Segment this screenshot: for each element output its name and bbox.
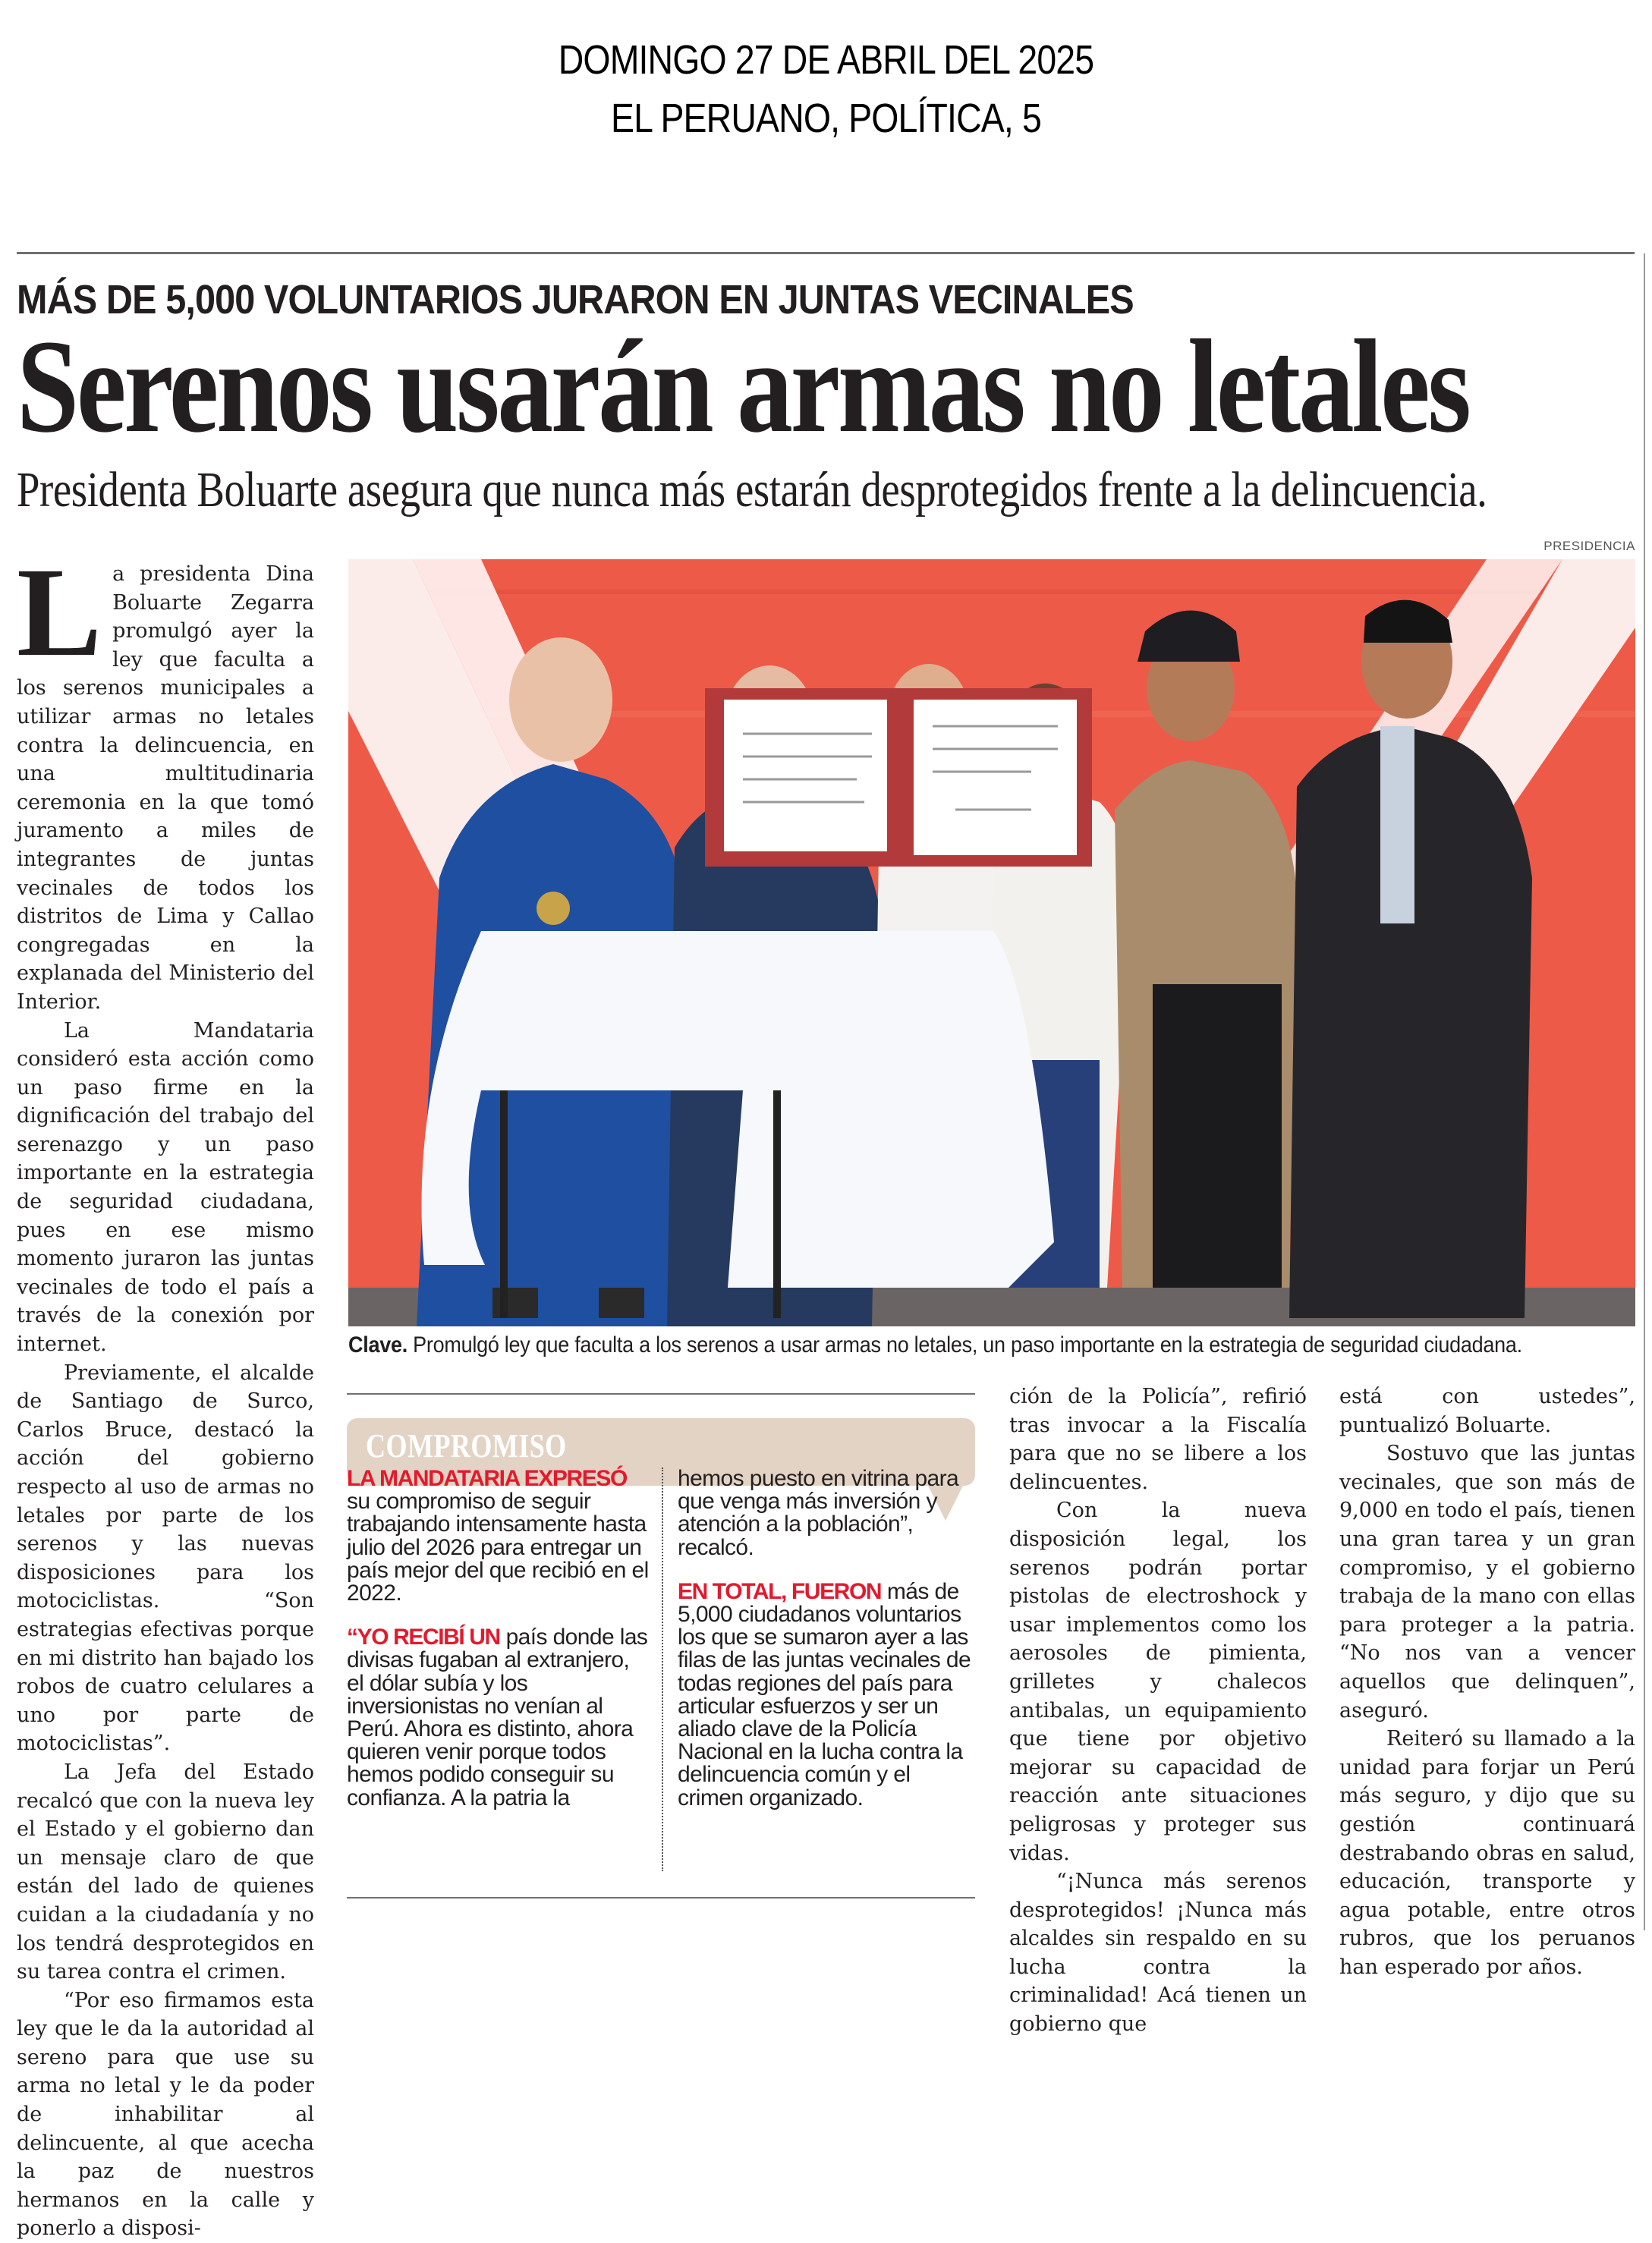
body-paragraph: “¡Nunca más serenos desprotegidos! ¡Nunca más alcaldes sin respaldo en su lucha contra la criminalidad! Acá tienen un gobierno que <box>1009 1870 1307 2037</box>
sidebar-paragraph: “YO RECIBÍ UN país donde las divisas fugaban al extranjero, el dólar subía y los inversionistas no venían al Perú. Ahora es distinto, ahora quieren venir porque todos hemos podido conseguir su confianza. A la patria la <box>347 1625 648 1810</box>
body-paragraph: La Mandataria consideró esta acción como un paso firme en la dignificación del trabajo del serenazgo y un paso importante en la estrategia de seguridad ciudadana, pues en ese mismo momento juraron las juntas vecinales de todo el país a través de la conexión por internet. <box>17 1018 314 1357</box>
sidebar-column-1 <box>347 1468 650 1831</box>
headline: Serenos usarán armas no letales <box>17 313 1469 461</box>
sidebar-title: COMPROMISO <box>366 1427 567 1464</box>
photo-caption <box>348 1332 1522 1358</box>
sidebar-column-2 <box>678 1468 975 1831</box>
body-paragraph: Con la nueva disposición legal, los serenos podrán portar pistolas de electroshock y usar implementos como los aerosoles de pimienta, grilletes y chalecos antibalas, un equipamiento que tiene por objetivo mejorar su capacidad de reacción ante situaciones peligrosas y proteger sus vidas. <box>1009 1499 1307 1865</box>
body-paragraph: ción de la Policía”, refirió tras invocar a la Fiscalía para que no se libere a los delincuentes. <box>1009 1385 1307 1494</box>
sidebar-rule-bottom <box>347 1897 975 1899</box>
caption-text: Promulgó ley que faculta a los serenos a usar armas no letales, un paso importante en la estrategia de seguridad ciudadana. <box>407 1332 1522 1357</box>
body-column-1 <box>17 542 314 2243</box>
article-photo <box>348 559 1635 1326</box>
body-column-4 <box>1339 1383 1635 1981</box>
caption-lead: Clave. <box>348 1332 407 1357</box>
sidebar-rule-top <box>347 1393 975 1395</box>
right-rule <box>1644 253 1645 1930</box>
sidebar-paragraph: EN TOTAL, FUERON más de 5,000 ciudadanos voluntarios los que se sumaron ayer a las filas de las juntas vecinales de todas regiones del país para articular esfuerzos y ser un aliado clave de la Policía Nacional en la lucha contra la delincuencia común y el crimen organizado. <box>678 1578 971 1810</box>
body-paragraph: La presidenta Dina Boluarte Zegarra promulgó ayer la ley que faculta a los serenos municipales a utilizar armas no letales contra la delincuencia, en una multitudinaria ceremonia en la que tomó juramento a miles de integrantes de juntas vecinales de todos los distritos de Lima y Callao congregadas en la explanada del Ministerio del Interior. <box>17 542 314 1014</box>
body-paragraph: está con ustedes”, puntualizó Boluarte. <box>1339 1385 1635 1437</box>
body-paragraph: Sostuvo que las juntas vecinales, que son más de 9,000 en todo el país, tienen una gran tarea y un gran compromiso, y el gobierno trabaja de la mano con ellas para proteger a la patria. “No nos van a vencer aquellos que delinquen”, aseguró. <box>1339 1442 1635 1722</box>
dateline-date: DOMINGO 27 DE ABRIL DEL 2025 <box>558 37 1094 83</box>
top-rule <box>17 252 1635 254</box>
sidebar-paragraph: hemos puesto en vitrina para que venga más inversión y atención a la población”, recalcó. <box>678 1466 959 1560</box>
sidebar-column-divider <box>662 1468 663 1871</box>
body-paragraph: Reiteró su llamado a la unidad para forjar un Perú más seguro, y dijo que su gestión continuará destrabando obras en salud, educación, transporte y agua potable, entre otros rubros, que los peruanos han esperado por años. <box>1339 1727 1635 1979</box>
body-paragraph: La Jefa del Estado recalcó que con la nueva ley el Estado y el gobierno dan un mensaje claro de que están del lado de quienes cuidan a la ciudadanía y no los tendrá desprotegidos en su tarea contra el crimen. <box>17 1760 314 1984</box>
body-paragraph: “Por eso firmamos esta ley que le da la autoridad al sereno para que use su arma no letal y le da poder de inhabilitar al delincuente, al que acecha la paz de nuestros hermanos en la calle y ponerlo a disposi- <box>17 1988 314 2241</box>
drop-cap: L <box>17 542 102 683</box>
dateline-source: EL PERUANO, POLÍTICA, 5 <box>611 96 1041 141</box>
ceremony-photo-illustration <box>348 559 1635 1326</box>
deck: Presidenta Boluarte asegura que nunca más estarán desprotegidos frente a la delincuencia. <box>17 462 1487 517</box>
body-paragraph: Previamente, el alcalde de Santiago de Surco, Carlos Bruce, destacó la acción del gobierno respecto al uso de armas no letales por parte de los serenos y las nuevas disposiciones para los motociclistas. “Son estrategias efectivas porque en mi distrito han bajado los robos de cuatro celulares a uno por parte de motociclistas”. <box>17 1361 314 1756</box>
body-column-3 <box>1009 1383 1307 2039</box>
sidebar-paragraph: LA MANDATARIA EXPRESÓ su compromiso de seguir trabajando intensamente hasta julio del 2026 para entregar un país mejor del que recibió en el 2022. <box>347 1466 649 1606</box>
photo-credit: PRESIDENCIA <box>1543 539 1635 553</box>
kicker: MÁS DE 5,000 VOLUNTARIOS JURARON EN JUNTAS VECINALES <box>17 277 1134 322</box>
